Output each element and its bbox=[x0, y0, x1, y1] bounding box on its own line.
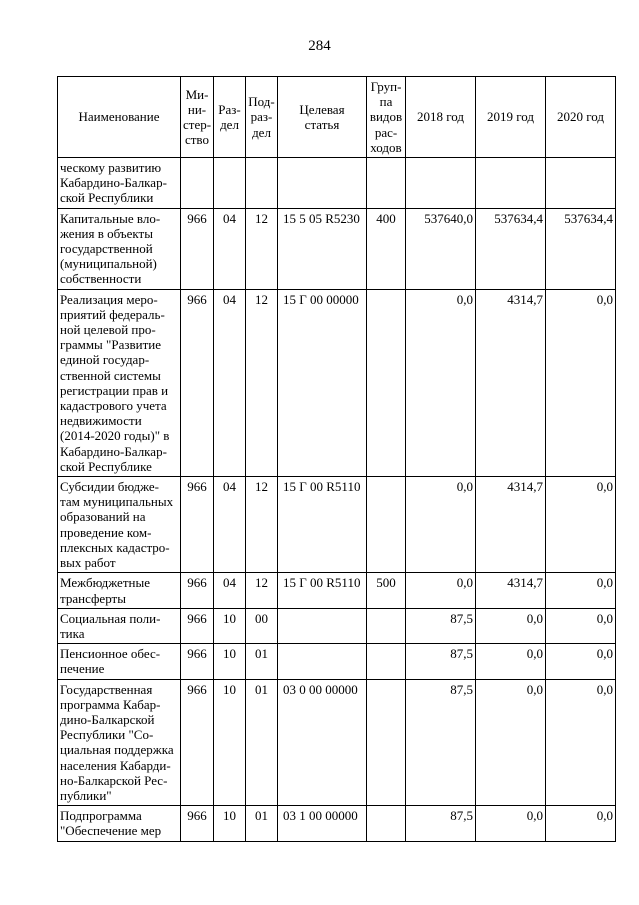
cell-subsection bbox=[246, 158, 278, 209]
text-line: кадастрового учета bbox=[60, 398, 167, 414]
cell-2019: 0,0 bbox=[476, 608, 546, 643]
cell-2018: 537640,0 bbox=[406, 208, 476, 289]
cell-2019: 0,0 bbox=[476, 806, 546, 841]
text-line: населения Кабарди- bbox=[60, 757, 171, 773]
text-line: ческому развитию bbox=[60, 160, 162, 176]
cell-subsection: 01 bbox=[246, 679, 278, 806]
cell-section: 10 bbox=[214, 806, 246, 841]
text-line: печение bbox=[60, 661, 105, 677]
text-line: видов bbox=[369, 109, 403, 125]
text-line: 2019 год bbox=[487, 109, 534, 125]
table-row bbox=[58, 158, 616, 209]
text-line: дел bbox=[220, 117, 239, 132]
cell-2019: 4314,7 bbox=[476, 289, 546, 476]
cell-subsection: 12 bbox=[246, 289, 278, 476]
cell-expense-group: 400 bbox=[367, 208, 406, 289]
cell-2020: 0,0 bbox=[546, 289, 616, 476]
cell-expense-group bbox=[367, 806, 406, 841]
cell-section bbox=[214, 158, 246, 209]
cell-expense-group: 500 bbox=[367, 573, 406, 608]
header-ministry bbox=[181, 77, 214, 158]
cell-expense-group bbox=[367, 644, 406, 679]
cell-target bbox=[278, 158, 367, 209]
cell-2020 bbox=[546, 158, 616, 209]
cell-section: 04 bbox=[214, 289, 246, 476]
text-line: дел bbox=[252, 124, 271, 140]
cell-2020: 0,0 bbox=[546, 806, 616, 841]
text-line: трансферты bbox=[60, 590, 126, 606]
text-line: Межбюджетные bbox=[60, 575, 150, 591]
text-line: 2018 год bbox=[417, 109, 464, 125]
cell-target: 15 Г 00 R5110 bbox=[278, 573, 367, 608]
header-target bbox=[278, 77, 367, 158]
table-row bbox=[58, 477, 616, 573]
cell-target: 15 Г 00 00000 bbox=[278, 289, 367, 476]
text-line: рас- bbox=[374, 124, 398, 140]
cell-2018: 87,5 bbox=[406, 644, 476, 679]
cell-section: 04 bbox=[214, 477, 246, 573]
budget-table bbox=[57, 76, 616, 842]
cell-ministry: 966 bbox=[181, 289, 214, 476]
text-line: Капитальные вло- bbox=[60, 210, 161, 226]
text-line: Социальная поли- bbox=[60, 610, 161, 626]
text-line: вых работ bbox=[60, 555, 116, 571]
text-line: Раз- bbox=[218, 101, 241, 117]
cell-target: 03 0 00 00000 bbox=[278, 679, 367, 806]
cell-subsection: 01 bbox=[246, 644, 278, 679]
cell-subsection: 01 bbox=[246, 806, 278, 841]
text-line: Республики "Со- bbox=[60, 727, 154, 743]
text-line: ни- bbox=[187, 101, 207, 117]
text-line: приятий федераль- bbox=[60, 306, 165, 322]
table-row bbox=[58, 289, 616, 476]
text-line: Кабардино-Балкар- bbox=[60, 175, 167, 191]
text-line: Ми- bbox=[185, 86, 209, 102]
cell-target: 15 Г 00 R5110 bbox=[278, 477, 367, 573]
text-line: Подпрограмма bbox=[60, 808, 142, 824]
cell-section: 10 bbox=[214, 644, 246, 679]
cell-name bbox=[58, 806, 181, 841]
text-line: граммы "Развитие bbox=[60, 337, 161, 353]
table-row bbox=[58, 644, 616, 679]
cell-name bbox=[58, 679, 181, 806]
text-line: "Обеспечение мер bbox=[60, 823, 162, 839]
text-line: раз- bbox=[250, 109, 273, 125]
cell-ministry bbox=[181, 158, 214, 209]
cell-target bbox=[278, 608, 367, 643]
cell-ministry: 966 bbox=[181, 608, 214, 643]
cell-name bbox=[58, 608, 181, 643]
text-line: Государственная bbox=[60, 681, 153, 697]
text-line: статья bbox=[304, 117, 340, 132]
text-line: дино-Балкарской bbox=[60, 711, 155, 727]
cell-section: 10 bbox=[214, 679, 246, 806]
text-line: Целевая bbox=[299, 101, 345, 117]
text-line: собственности bbox=[60, 271, 142, 287]
cell-ministry: 966 bbox=[181, 806, 214, 841]
cell-2020: 537634,4 bbox=[546, 208, 616, 289]
cell-name bbox=[58, 644, 181, 679]
text-line: ской Республике bbox=[60, 458, 152, 474]
text-line: (2014-2020 годы)" в bbox=[60, 428, 170, 444]
text-line: единой государ- bbox=[60, 352, 150, 368]
cell-target bbox=[278, 644, 367, 679]
text-line: ходов bbox=[370, 139, 402, 155]
table-row bbox=[58, 679, 616, 806]
header-subsection bbox=[246, 77, 278, 158]
text-line: но-Балкарской Рес- bbox=[60, 772, 168, 788]
cell-target: 03 1 00 00000 bbox=[278, 806, 367, 841]
cell-2019: 4314,7 bbox=[476, 477, 546, 573]
cell-expense-group bbox=[367, 679, 406, 806]
cell-subsection: 00 bbox=[246, 608, 278, 643]
table-row bbox=[58, 608, 616, 643]
text-line: (муниципальной) bbox=[60, 256, 157, 272]
cell-expense-group bbox=[367, 608, 406, 643]
cell-ministry: 966 bbox=[181, 644, 214, 679]
text-line: Груп- bbox=[370, 79, 402, 94]
cell-2018: 0,0 bbox=[406, 573, 476, 608]
cell-subsection: 12 bbox=[246, 477, 278, 573]
cell-2018 bbox=[406, 158, 476, 209]
cell-ministry: 966 bbox=[181, 679, 214, 806]
header-2020 bbox=[546, 77, 616, 158]
header-name bbox=[58, 77, 181, 158]
text-line: программа Кабар- bbox=[60, 696, 161, 712]
cell-2018: 87,5 bbox=[406, 608, 476, 643]
cell-2019: 0,0 bbox=[476, 644, 546, 679]
cell-ministry: 966 bbox=[181, 573, 214, 608]
text-line: стер- bbox=[183, 117, 212, 132]
cell-2018: 87,5 bbox=[406, 679, 476, 806]
table-body bbox=[58, 158, 616, 842]
cell-subsection: 12 bbox=[246, 208, 278, 289]
cell-2019: 537634,4 bbox=[476, 208, 546, 289]
text-line: Субсидии бюдже- bbox=[60, 479, 159, 495]
text-line: тика bbox=[60, 625, 85, 641]
cell-expense-group bbox=[367, 158, 406, 209]
text-line: ство bbox=[184, 132, 209, 148]
text-line: па bbox=[379, 94, 393, 110]
cell-expense-group bbox=[367, 477, 406, 573]
cell-2020: 0,0 bbox=[546, 573, 616, 608]
cell-2019: 4314,7 bbox=[476, 573, 546, 608]
cell-2020: 0,0 bbox=[546, 644, 616, 679]
text-line: государственной bbox=[60, 241, 153, 257]
text-line: ской Республики bbox=[60, 190, 154, 206]
cell-2020: 0,0 bbox=[546, 679, 616, 806]
cell-name bbox=[58, 158, 181, 209]
text-line: регистрации прав и bbox=[60, 382, 169, 398]
text-line: Кабардино-Балкар- bbox=[60, 443, 167, 459]
text-line: ственной системы bbox=[60, 367, 161, 383]
table-row bbox=[58, 573, 616, 608]
text-line: ной целевой про- bbox=[60, 322, 156, 338]
cell-target: 15 5 05 R5230 bbox=[278, 208, 367, 289]
cell-section: 04 bbox=[214, 573, 246, 608]
text-line: 2020 год bbox=[557, 109, 604, 125]
text-line: там муниципальных bbox=[60, 494, 174, 510]
cell-name bbox=[58, 289, 181, 476]
cell-ministry: 966 bbox=[181, 477, 214, 573]
cell-name bbox=[58, 573, 181, 608]
text-line: недвижимости bbox=[60, 413, 142, 429]
text-line: проведение ком- bbox=[60, 524, 152, 540]
text-line: образований на bbox=[60, 509, 146, 525]
cell-name bbox=[58, 208, 181, 289]
cell-section: 10 bbox=[214, 608, 246, 643]
text-line: плексных кадастро- bbox=[60, 539, 170, 555]
cell-ministry: 966 bbox=[181, 208, 214, 289]
text-line: публики" bbox=[60, 787, 112, 803]
header-expense-group bbox=[367, 77, 406, 158]
cell-2018: 0,0 bbox=[406, 477, 476, 573]
page-number: 284 bbox=[308, 38, 331, 54]
cell-2018: 87,5 bbox=[406, 806, 476, 841]
text-line: Под- bbox=[248, 94, 275, 110]
text-line: Наименование bbox=[78, 109, 160, 125]
cell-2020: 0,0 bbox=[546, 477, 616, 573]
header-2018 bbox=[406, 77, 476, 158]
cell-2020: 0,0 bbox=[546, 608, 616, 643]
text-line: циальная поддержка bbox=[60, 742, 174, 758]
cell-name bbox=[58, 477, 181, 573]
cell-section: 04 bbox=[214, 208, 246, 289]
text-line: жения в объекты bbox=[60, 225, 153, 241]
header-section bbox=[214, 77, 246, 158]
cell-expense-group bbox=[367, 289, 406, 476]
cell-2019: 0,0 bbox=[476, 679, 546, 806]
cell-2019 bbox=[476, 158, 546, 209]
table-row bbox=[58, 806, 616, 841]
header-2019 bbox=[476, 77, 546, 158]
cell-subsection: 12 bbox=[246, 573, 278, 608]
cell-2018: 0,0 bbox=[406, 289, 476, 476]
text-line: Реализация меро- bbox=[60, 291, 158, 307]
table-header-row bbox=[58, 77, 616, 158]
text-line: Пенсионное обес- bbox=[60, 646, 161, 662]
table-row bbox=[58, 208, 616, 289]
